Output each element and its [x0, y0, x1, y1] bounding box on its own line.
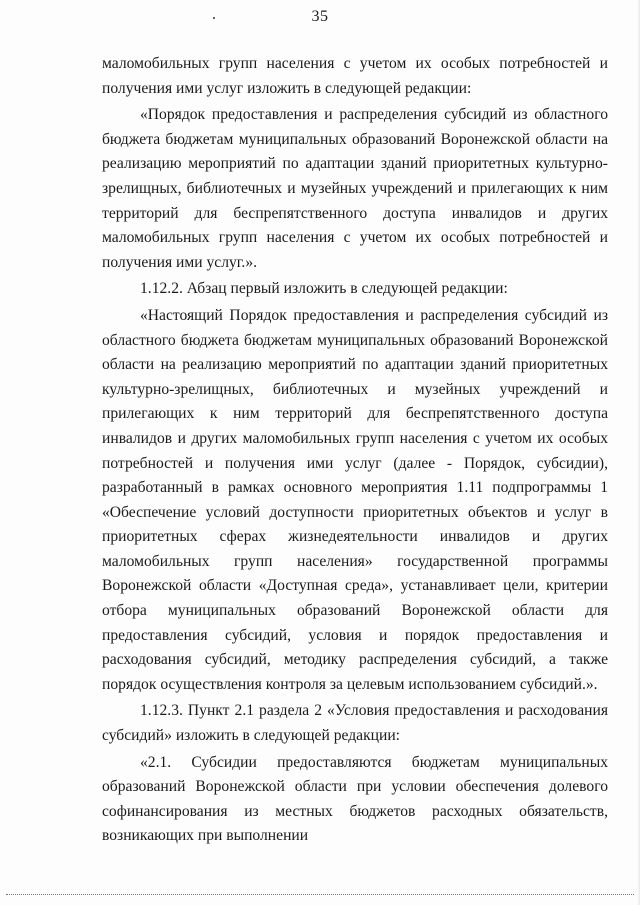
paragraph-order-title: «Порядок предоставления и распределения субсидий из областного бюджета бюджетам муниципальных образований Воронежской области на реализацию мероприятий по адаптации зданий приоритетных культурно-зрелищных, библиотечных и музейных учреждений и прилегающих к ним территорий для беспрепятственного доступа инвалидов и других маломобильных групп населения с учетом их особых потребностей и получения ими услуг.».	[102, 106, 608, 271]
document-body	[102, 52, 608, 851]
paragraph-clause-1-12-3: 1.12.3. Пункт 2.1 раздела 2 «Условия предоставления и расходования субсидий» изложить в следующей редакции:	[102, 702, 608, 745]
footer-rule	[6, 894, 634, 895]
paragraph-clause-1-12-2: 1.12.2. Абзац первый изложить в следующей редакции:	[140, 280, 508, 298]
paragraph-continuation: маломобильных групп населения с учетом их особых потребностей и получения ими услуг изложить в следующей редакции:	[102, 55, 608, 97]
scan-speck	[213, 17, 215, 19]
page-number: 35	[311, 8, 329, 25]
paragraph-order-description: «Настоящий Порядок предоставления и распределения субсидий из областного бюджета бюджетам муниципальных образований Воронежской области на реализацию мероприятий по адаптации зданий приоритетных культурно-зрелищных, библиотечных и музейных учреждений и прилегающих к ним территорий для беспрепятственного доступа инвалидов и других маломобильных групп населения с учетом их особых потребностей и получения ими услуг (далее - Порядок, субсидии), разработанный в рамках основного мероприятия 1.11 подпрограммы 1 «Обеспечение условий доступности приоритетных объектов и услуг в приоритетных сферах жизнедеятельности инвалидов и других маломобильных групп населения» государственной программы Воронежской области «Доступная среда», устанавливает цели, критерии отбора муниципальных образований Воронежской области для предоставления субсидий, условия и порядок предоставления и расходования субсидий, методику распределения субсидий, а также порядок осуществления контроля за целевым использованием субсидий.».	[102, 306, 608, 693]
paragraph-clause-2-1: «2.1. Субсидии предоставляются бюджетам муниципальных образований Воронежской области при условии обеспечения долевого софинансирования из местных бюджетов расходных обязательств, возникающих при выполнении	[102, 753, 608, 845]
